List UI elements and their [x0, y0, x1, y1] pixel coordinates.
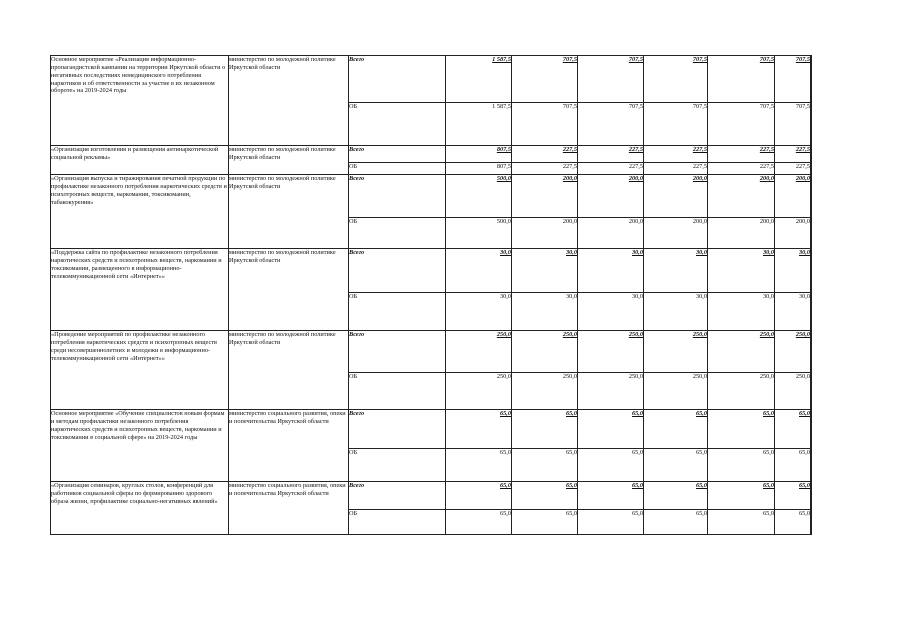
- regional-amount: 30,0: [708, 293, 775, 331]
- source-regional-label: ОБ: [349, 218, 446, 249]
- regional-amount: 807,5: [446, 163, 512, 175]
- empty-cell: [811, 249, 812, 293]
- total-amount: 65,0: [708, 482, 775, 510]
- total-amount: 65,0: [512, 410, 578, 449]
- executor: министерство по молодежной политике Иркутской области: [229, 146, 349, 175]
- empty-cell: [811, 510, 812, 535]
- total-amount: 200,0: [708, 175, 775, 218]
- total-amount: 65,0: [578, 482, 644, 510]
- total-amount: 227,5: [644, 146, 708, 163]
- regional-amount: 65,0: [708, 510, 775, 535]
- table-row: [51, 56, 812, 103]
- regional-amount: 250,0: [775, 373, 811, 410]
- source-total-label: Всего: [349, 56, 446, 103]
- regional-amount: 200,0: [775, 218, 811, 249]
- regional-amount: 200,0: [578, 218, 644, 249]
- regional-amount: 250,0: [512, 373, 578, 410]
- table-row: [51, 175, 812, 218]
- source-total-label: Всего: [349, 482, 446, 510]
- empty-cell: [811, 293, 812, 331]
- regional-amount: 30,0: [775, 293, 811, 331]
- regional-amount: 227,5: [708, 163, 775, 175]
- table-row: [51, 146, 812, 163]
- executor: министерство по молодежной политике Иркутской области: [229, 331, 349, 410]
- activity-name: «Организация изготовления и размещения антинаркотической социальной рекламы»: [51, 146, 229, 175]
- regional-amount: 227,5: [578, 163, 644, 175]
- activity-name: «Поддержка сайта по профилактике незаконного потребления наркотических средств и психотропных веществ, наркомании и токсикомании, размещенного в информационно-телекоммуникационной сети «Интернет»»: [51, 249, 229, 331]
- total-amount: 30,0: [775, 249, 811, 293]
- empty-cell: [811, 410, 812, 449]
- regional-amount: 250,0: [446, 373, 512, 410]
- total-amount: 227,5: [775, 146, 811, 163]
- regional-amount: 30,0: [512, 293, 578, 331]
- empty-cell: [811, 218, 812, 249]
- activity-name: «Организация семинаров, круглых столов, конференций для работников социальной сферы по формированию здорового образа жизни, профилактике социально-негативных явлений»: [51, 482, 229, 535]
- source-total-label: Всего: [349, 410, 446, 449]
- source-total-label: Всего: [349, 175, 446, 218]
- regional-amount: 227,5: [775, 163, 811, 175]
- source-total-label: Всего: [349, 331, 446, 373]
- funding-table: [50, 55, 812, 535]
- total-amount: 65,0: [644, 482, 708, 510]
- activity-name: «Организация выпуска и тиражирования печатной продукции по профилактике незаконного потребления наркотических средств и психотропных веществ, наркомании, токсикомании, табакокурения»: [51, 175, 229, 249]
- table-row: [51, 331, 812, 373]
- total-amount: 707,5: [512, 56, 578, 103]
- regional-amount: 707,5: [512, 103, 578, 146]
- regional-amount: 65,0: [512, 510, 578, 535]
- total-amount: 250,0: [708, 331, 775, 373]
- activity-name: «Проведение мероприятий по профилактике незаконного потребления наркотических средств и психотропных веществ среди несовершеннолетних и молодежи в информационно-телекоммуникационной сети «Интернет»»: [51, 331, 229, 410]
- empty-cell: [811, 331, 812, 373]
- empty-cell: [811, 449, 812, 482]
- regional-amount: 250,0: [708, 373, 775, 410]
- total-amount: 500,0: [446, 175, 512, 218]
- table-row: [51, 482, 812, 510]
- regional-amount: 65,0: [446, 510, 512, 535]
- source-regional-label: ОБ: [349, 373, 446, 410]
- regional-amount: 707,5: [708, 103, 775, 146]
- total-amount: 250,0: [512, 331, 578, 373]
- total-amount: 65,0: [446, 410, 512, 449]
- regional-amount: 30,0: [578, 293, 644, 331]
- source-regional-label: ОБ: [349, 293, 446, 331]
- document-page: [50, 55, 812, 535]
- source-regional-label: ОБ: [349, 103, 446, 146]
- total-amount: 200,0: [644, 175, 708, 218]
- total-amount: 65,0: [775, 482, 811, 510]
- total-amount: 65,0: [578, 410, 644, 449]
- regional-amount: 65,0: [775, 510, 811, 535]
- total-amount: 250,0: [446, 331, 512, 373]
- regional-amount: 65,0: [708, 449, 775, 482]
- executor: министерство по молодежной политике Иркутской области: [229, 249, 349, 331]
- total-amount: 30,0: [644, 249, 708, 293]
- regional-amount: 200,0: [644, 218, 708, 249]
- regional-amount: 707,5: [644, 103, 708, 146]
- total-amount: 30,0: [512, 249, 578, 293]
- regional-amount: 65,0: [775, 449, 811, 482]
- executor: министерство по молодежной политике Иркутской области: [229, 56, 349, 146]
- total-amount: 250,0: [578, 331, 644, 373]
- total-amount: 807,5: [446, 146, 512, 163]
- executor: министерство социального развития, опеки и попечительства Иркутской области: [229, 482, 349, 535]
- regional-amount: 707,5: [578, 103, 644, 146]
- total-amount: 65,0: [512, 482, 578, 510]
- total-amount: 250,0: [644, 331, 708, 373]
- regional-amount: 250,0: [644, 373, 708, 410]
- table-row: [51, 410, 812, 449]
- activity-name: Основное мероприятие «Обучение специалистов новым формам и методам профилактики незаконного потребления наркотических средств и психотропных веществ, наркомании и токсикомании в социальной сфере» на 2019-2024 годы: [51, 410, 229, 482]
- total-amount: 30,0: [446, 249, 512, 293]
- total-amount: 65,0: [446, 482, 512, 510]
- total-amount: 227,5: [708, 146, 775, 163]
- regional-amount: 227,5: [644, 163, 708, 175]
- source-regional-label: ОБ: [349, 163, 446, 175]
- regional-amount: 200,0: [512, 218, 578, 249]
- total-amount: 65,0: [775, 410, 811, 449]
- activity-name: Основное мероприятие «Реализация информационно-пропагандистской кампании на территории Иркутской области о негативных последствиях немедицинского потребления наркотиков и об ответственности за участие в их незаконном обороте» на 2019-2024 годы: [51, 56, 229, 146]
- total-amount: 707,5: [775, 56, 811, 103]
- executor: министерство социального развития, опеки и попечительства Иркутской области: [229, 410, 349, 482]
- total-amount: 707,5: [644, 56, 708, 103]
- total-amount: 200,0: [512, 175, 578, 218]
- regional-amount: 65,0: [512, 449, 578, 482]
- total-amount: 30,0: [708, 249, 775, 293]
- empty-cell: [811, 163, 812, 175]
- table-row: [51, 249, 812, 293]
- regional-amount: 250,0: [578, 373, 644, 410]
- regional-amount: 30,0: [644, 293, 708, 331]
- total-amount: 65,0: [708, 410, 775, 449]
- total-amount: 200,0: [578, 175, 644, 218]
- source-total-label: Всего: [349, 146, 446, 163]
- total-amount: 707,5: [708, 56, 775, 103]
- regional-amount: 65,0: [644, 510, 708, 535]
- regional-amount: 500,0: [446, 218, 512, 249]
- regional-amount: 200,0: [708, 218, 775, 249]
- source-regional-label: ОБ: [349, 449, 446, 482]
- total-amount: 200,0: [775, 175, 811, 218]
- regional-amount: 30,0: [446, 293, 512, 331]
- source-total-label: Всего: [349, 249, 446, 293]
- total-amount: 227,5: [578, 146, 644, 163]
- empty-cell: [811, 103, 812, 146]
- regional-amount: 65,0: [578, 449, 644, 482]
- empty-cell: [811, 146, 812, 163]
- regional-amount: 65,0: [578, 510, 644, 535]
- source-regional-label: ОБ: [349, 510, 446, 535]
- total-amount: 1 587,5: [446, 56, 512, 103]
- total-amount: 65,0: [644, 410, 708, 449]
- empty-cell: [811, 175, 812, 218]
- regional-amount: 707,5: [775, 103, 811, 146]
- total-amount: 227,5: [512, 146, 578, 163]
- total-amount: 250,0: [775, 331, 811, 373]
- regional-amount: 227,5: [512, 163, 578, 175]
- executor: министерство по молодежной политике Иркутской области: [229, 175, 349, 249]
- regional-amount: 65,0: [446, 449, 512, 482]
- empty-cell: [811, 482, 812, 510]
- regional-amount: 65,0: [644, 449, 708, 482]
- empty-cell: [811, 373, 812, 410]
- total-amount: 707,5: [578, 56, 644, 103]
- regional-amount: 1 587,5: [446, 103, 512, 146]
- empty-cell: [811, 56, 812, 103]
- total-amount: 30,0: [578, 249, 644, 293]
